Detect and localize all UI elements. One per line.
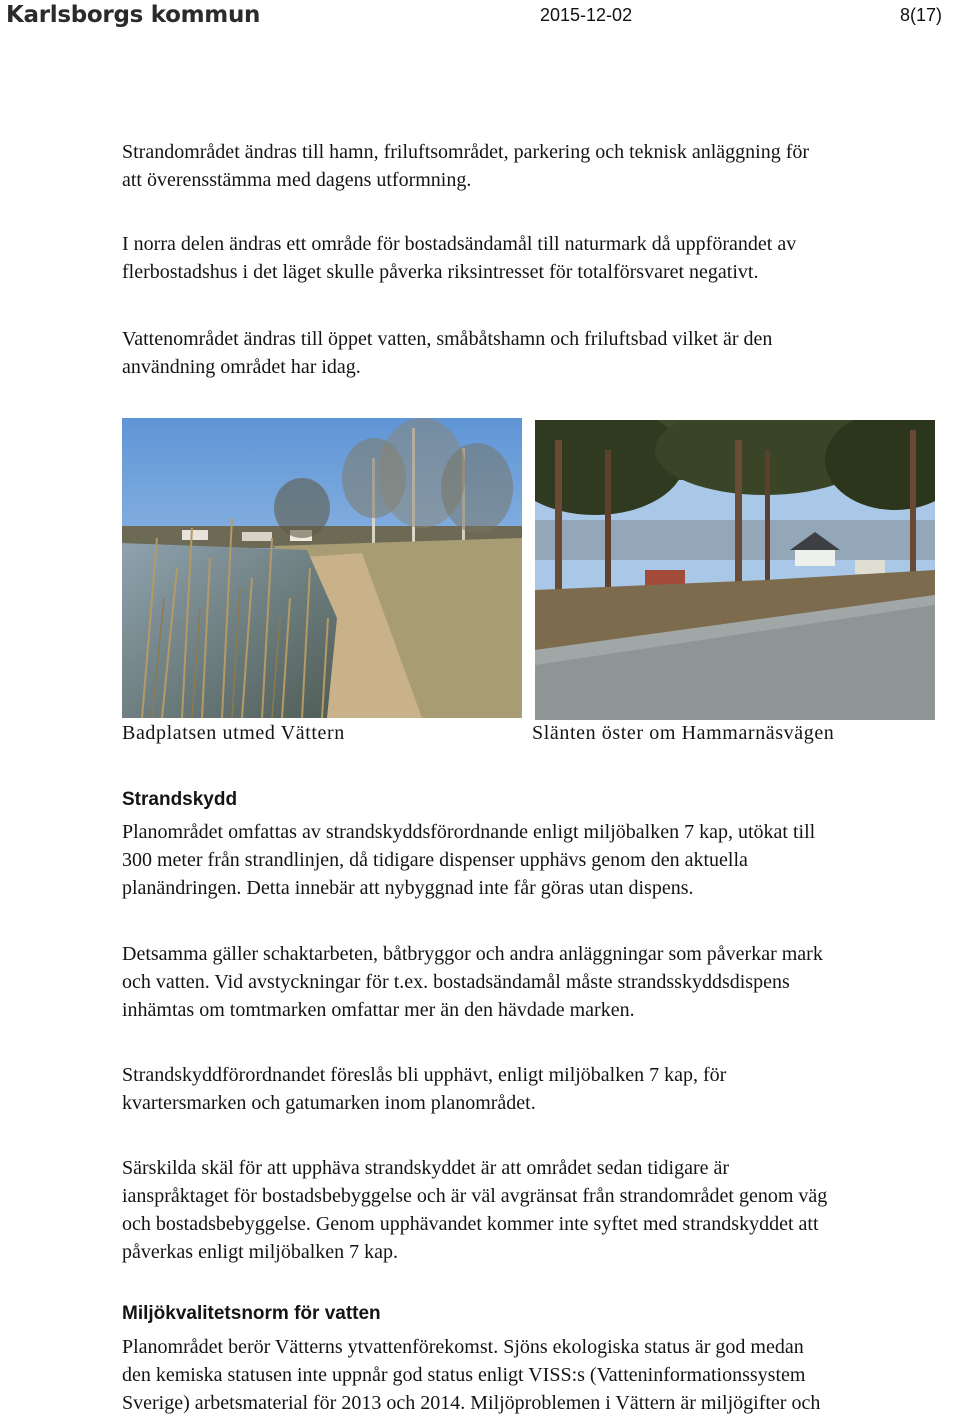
text-line: Detsamma gäller schaktarbeten, båtbryggor och andra anläggningar som påverkar mark (122, 943, 823, 965)
text-line: Strandskyddförordnandet föreslås bli upphävt, enligt miljöbalken 7 kap, för (122, 1064, 727, 1086)
photo-beach-vattern (122, 418, 522, 718)
slope-photo-illustration (535, 420, 935, 720)
beach-photo-illustration (122, 418, 522, 718)
text-line: Sverige) arbetsmaterial för 2013 och 2014. Miljöproblemen i Vättern är miljögifter och (122, 1392, 821, 1414)
text-line: 300 meter från strandlinjen, då tidigare dispenser upphävs genom den aktuella (122, 849, 748, 871)
text-line: och bostadsbebyggelse. Genom upphävandet kommer inte syftet med strandskyddet att (122, 1213, 819, 1235)
text-line: påverkas enligt miljöbalken 7 kap. (122, 1241, 399, 1263)
page-header (0, 0, 960, 34)
paragraph-vattenomradet (122, 325, 957, 381)
heading-strandskydd: Strandskydd (122, 789, 238, 810)
text-line: planändringen. Detta innebär att nybyggnad inte får göras utan dispens. (122, 877, 694, 899)
text-line: Strandområdet ändras till hamn, friluftsområdet, parkering och teknisk anläggning för (122, 141, 810, 163)
document-date: 2015-12-02 (540, 5, 633, 25)
text-line: Vattenområdet ändras till öppet vatten, småbåtshamn och friluftsbad vilket är den (122, 328, 773, 350)
text-line: Planområdet berör Vätterns ytvattenförekomst. Sjöns ekologiska status är god medan (122, 1336, 804, 1358)
paragraph-strandskydd-4 (122, 1154, 957, 1266)
text-line: I norra delen ändras ett område för bostadsändamål till naturmark då uppförandet av (122, 233, 797, 255)
text-line: att överensstämma med dagens utformning. (122, 169, 472, 191)
heading-miljokvalitetsnorm: Miljökvalitetsnorm för vatten (122, 1303, 381, 1324)
paragraph-miljokvalitetsnorm (122, 1333, 957, 1417)
text-line: den kemiska statusen inte uppnår god status enligt VISS:s (Vatteninformationssystem (122, 1364, 806, 1386)
paragraph-strandomradet (122, 138, 957, 194)
text-line: användning området har idag. (122, 356, 361, 378)
page-number: 8(17) (900, 5, 943, 25)
caption-slope: Slänten öster om Hammarnäsvägen (532, 722, 835, 744)
caption-beach: Badplatsen utmed Vättern (122, 722, 345, 744)
text-line: Planområdet omfattas av strandskyddsförordnande enligt miljöbalken 7 kap, utökat till (122, 821, 816, 843)
text-line: och vatten. Vid avstyckningar för t.ex. bostadsändamål måste strandsskyddsdispens (122, 971, 790, 993)
text-line: flerbostadshus i det läget skulle påverka riksintresset för totalförsvaret negativt. (122, 261, 759, 283)
paragraph-norra-delen (122, 230, 957, 286)
municipality-logo: Karlsborgs kommun (6, 2, 261, 28)
paragraph-strandskydd-1 (122, 818, 957, 902)
paragraph-strandskydd-3 (122, 1061, 957, 1117)
text-line: Särskilda skäl för att upphäva strandskyddet är att området sedan tidigare är (122, 1157, 730, 1179)
text-line: inhämtas om tomtmarken omfattar mer än den hävdade marken. (122, 999, 635, 1021)
paragraph-strandskydd-2 (122, 940, 957, 1024)
text-line: ianspråktaget för bostadsbebyggelse och är väl avgränsat från strandområdet genom väg (122, 1185, 828, 1207)
text-line: kvartersmarken och gatumarken inom planområdet. (122, 1092, 536, 1114)
photo-slope-hammarnasvagen (535, 420, 935, 720)
